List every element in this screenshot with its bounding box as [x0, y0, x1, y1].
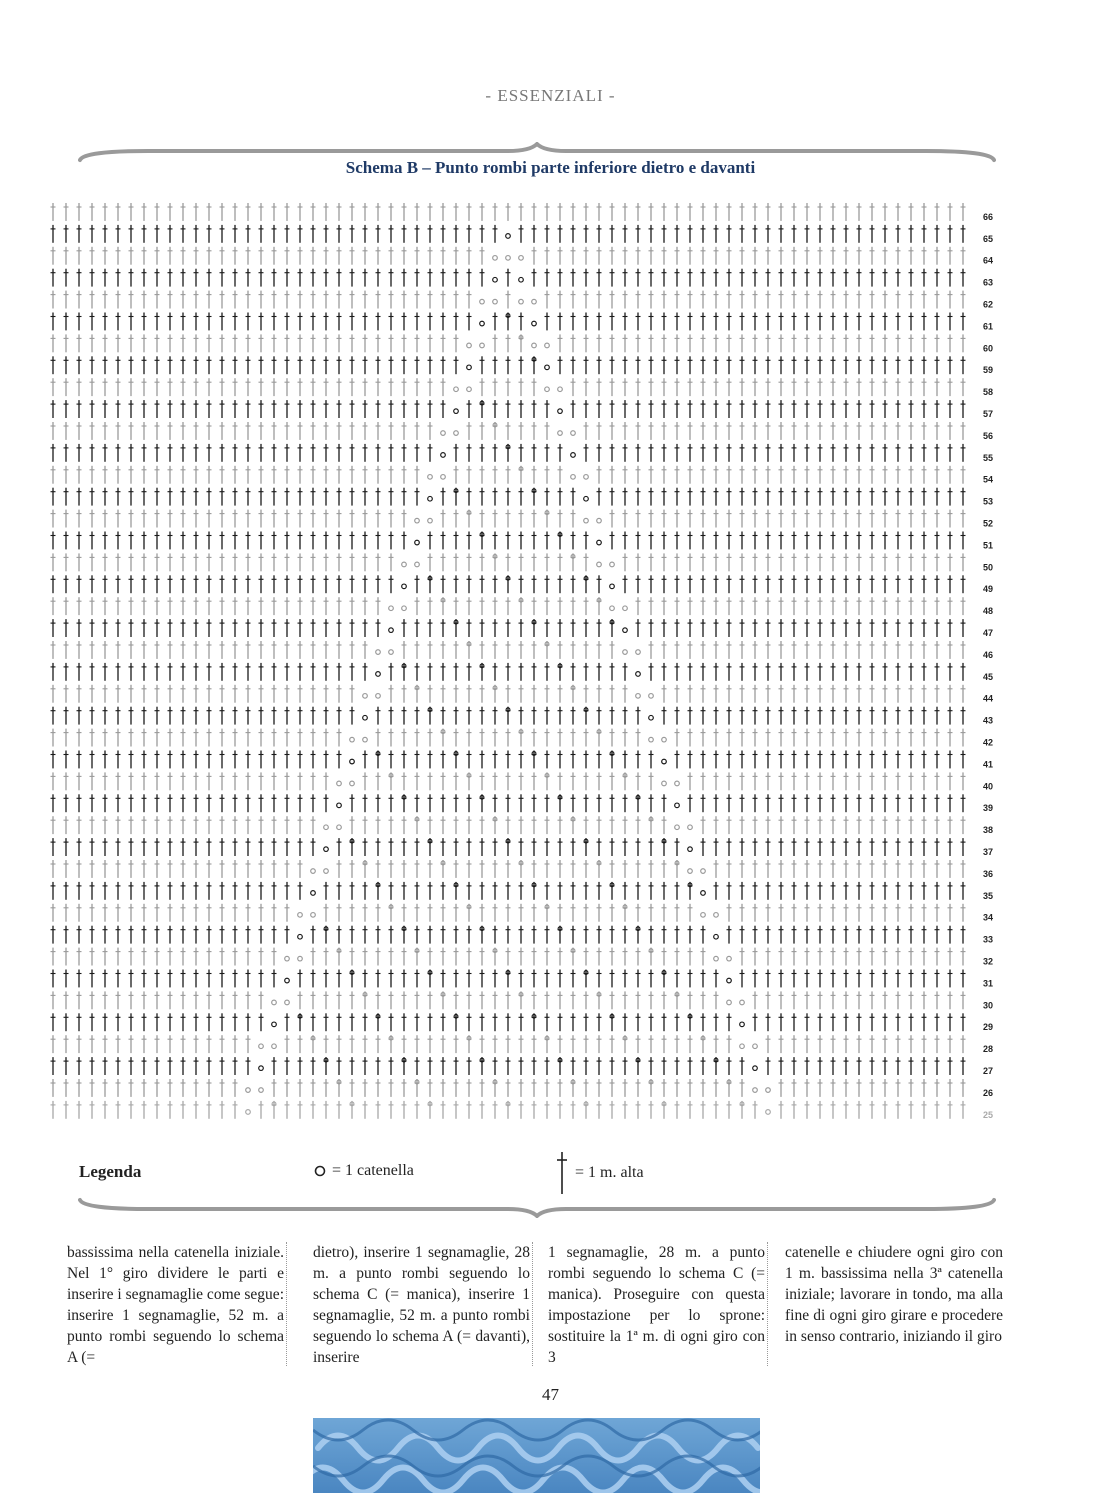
row-number: 62: [983, 299, 994, 310]
row-number: 46: [983, 649, 994, 660]
chain-stitch: [675, 803, 680, 808]
chart-row-54: [51, 466, 994, 485]
chain-stitch: [610, 584, 615, 589]
row-number: 45: [983, 671, 994, 682]
chain-stitch: [532, 343, 537, 348]
chain-stitch: [662, 759, 667, 764]
chain-stitch: [675, 781, 680, 786]
chain-stitch: [324, 825, 329, 830]
chain-stitch: [298, 913, 303, 918]
chain-stitch: [571, 431, 576, 436]
chain-stitch: [623, 606, 628, 611]
chain-stitch: [636, 694, 641, 699]
chart-row-48: [51, 597, 994, 616]
row-number: 55: [983, 452, 994, 463]
chain-stitch: [324, 847, 329, 852]
chart-row-45: [51, 663, 994, 682]
chain-stitch: [649, 737, 654, 742]
chain-stitch: [441, 453, 446, 458]
chain-stitch: [545, 343, 550, 348]
chain-stitch: [493, 256, 498, 261]
chain-stitch: [402, 562, 407, 567]
chain-stitch: [376, 672, 381, 677]
row-number: 33: [983, 934, 994, 945]
chart-row-62: [51, 291, 994, 310]
chain-stitch: [389, 650, 394, 655]
chain-stitch: [636, 672, 641, 677]
row-number: 63: [983, 277, 994, 288]
chain-stitch: [337, 803, 342, 808]
chain-stitch: [701, 913, 706, 918]
row-number: 51: [983, 540, 994, 551]
chain-stitch: [623, 628, 628, 633]
row-number: 40: [983, 781, 994, 792]
chart-row-34: [51, 904, 994, 923]
chain-stitch: [285, 956, 290, 961]
chain-stitch: [545, 365, 550, 370]
chain-stitch: [428, 518, 433, 523]
chain-stitch: [441, 431, 446, 436]
chart-row-49: [51, 575, 994, 594]
row-number: 61: [983, 321, 994, 332]
chain-stitch: [324, 869, 329, 874]
chain-stitch: [350, 759, 355, 764]
chain-stitch: [311, 913, 316, 918]
row-number: 54: [983, 474, 994, 485]
chart-row-33: [51, 926, 994, 945]
chain-stitch: [363, 715, 368, 720]
chain-stitch: [584, 518, 589, 523]
chain-stitch: [298, 956, 303, 961]
chain-stitch: [298, 934, 303, 939]
chart-row-50: [51, 553, 994, 572]
chain-stitch: [337, 781, 342, 786]
row-number: 58: [983, 387, 994, 398]
chart-row-37: [51, 838, 994, 857]
chain-stitch: [350, 737, 355, 742]
chain-stitch: [727, 956, 732, 961]
chart-row-51: [51, 532, 994, 551]
chain-stitch: [415, 562, 420, 567]
chain-stitch: [506, 256, 511, 261]
chain-stitch: [701, 869, 706, 874]
row-number: 64: [983, 255, 994, 266]
chain-stitch: [480, 299, 485, 304]
chart-row-63: [51, 269, 994, 288]
chain-stitch: [467, 365, 472, 370]
chain-stitch: [688, 869, 693, 874]
chain-stitch: [584, 475, 589, 480]
chain-stitch: [493, 277, 498, 282]
crochet-chart: [44, 196, 1084, 1126]
row-number: 43: [983, 715, 994, 726]
chart-row-42: [51, 729, 994, 748]
chain-stitch: [558, 431, 563, 436]
row-number: 56: [983, 430, 994, 441]
row-number: 44: [983, 693, 994, 704]
chain-stitch: [454, 387, 459, 392]
row-number: 60: [983, 343, 994, 354]
chain-stitch: [480, 321, 485, 326]
chain-stitch: [415, 540, 420, 545]
chart-row-32: [51, 948, 994, 967]
chain-stitch: [597, 562, 602, 567]
chain-stitch: [649, 715, 654, 720]
chart-row-41: [51, 751, 994, 770]
chain-stitch: [415, 518, 420, 523]
chain-stitch: [402, 606, 407, 611]
chart-row-58: [51, 378, 994, 397]
chart-row-53: [51, 488, 994, 507]
chain-stitch: [493, 299, 498, 304]
chart-row-57: [51, 400, 994, 419]
chain-stitch: [675, 825, 680, 830]
row-number: 65: [983, 233, 994, 244]
chain-stitch: [454, 431, 459, 436]
chain-stitch: [480, 343, 485, 348]
chain-stitch: [350, 781, 355, 786]
chain-stitch: [467, 343, 472, 348]
chart-row-38: [51, 816, 994, 835]
chain-stitch: [662, 737, 667, 742]
chain-stitch: [519, 277, 524, 282]
chart-row-60: [51, 334, 994, 353]
chain-stitch: [389, 628, 394, 633]
chain-stitch: [428, 475, 433, 480]
chain-stitch: [532, 321, 537, 326]
chain-stitch: [714, 913, 719, 918]
chain-stitch: [532, 299, 537, 304]
chart-title: Schema B – Punto rombi parte inferiore dietro e davanti: [345, 158, 756, 177]
chain-stitch: [558, 387, 563, 392]
chart-row-47: [51, 619, 994, 638]
chart-row-61: [51, 313, 994, 332]
chain-stitch: [311, 891, 316, 896]
chart-row-36: [51, 860, 994, 879]
row-number: 59: [983, 365, 994, 376]
chain-stitch: [649, 694, 654, 699]
chart-row-52: [51, 510, 994, 529]
chart-row-44: [51, 685, 994, 704]
chain-stitch: [636, 650, 641, 655]
chain-stitch: [701, 891, 706, 896]
row-number: 39: [983, 803, 994, 814]
row-number: 34: [983, 912, 994, 923]
running-header: - ESSENZIALI -: [485, 86, 616, 105]
chain-stitch: [597, 540, 602, 545]
chain-stitch: [558, 409, 563, 414]
chain-stitch: [467, 387, 472, 392]
chain-stitch: [441, 475, 446, 480]
row-number: 49: [983, 584, 994, 595]
chain-stitch: [519, 256, 524, 261]
chain-stitch: [545, 387, 550, 392]
chain-stitch: [688, 825, 693, 830]
chain-stitch: [571, 475, 576, 480]
chart-row-59: [51, 356, 994, 375]
row-number: 53: [983, 496, 994, 507]
row-number: 42: [983, 737, 994, 748]
chain-stitch: [662, 781, 667, 786]
row-number: 52: [983, 518, 994, 529]
row-number: 36: [983, 868, 994, 879]
row-number: 47: [983, 628, 994, 638]
chart-row-46: [51, 641, 994, 660]
chain-stitch: [623, 650, 628, 655]
chain-stitch: [714, 956, 719, 961]
chain-stitch: [571, 453, 576, 458]
chart-row-40: [51, 772, 994, 791]
row-number: 41: [983, 759, 994, 770]
chain-stitch: [610, 606, 615, 611]
chart-row-64: [51, 247, 994, 266]
chain-stitch: [376, 650, 381, 655]
chain-stitch: [311, 869, 316, 874]
row-number: 38: [983, 825, 994, 836]
chain-stitch: [519, 299, 524, 304]
row-number: 35: [983, 890, 994, 901]
chart-row-65: [51, 225, 994, 244]
chart-row-35: [51, 882, 994, 901]
chart-row-39: [51, 794, 994, 813]
row-number: 66: [983, 211, 994, 222]
chain-stitch: [688, 847, 693, 852]
chain-stitch: [584, 496, 589, 501]
chain-stitch: [363, 737, 368, 742]
chart-row-43: [51, 707, 994, 726]
chain-stitch: [506, 234, 511, 239]
row-number: 37: [983, 847, 994, 857]
chain-stitch: [597, 518, 602, 523]
chain-stitch: [428, 496, 433, 501]
chain-stitch: [402, 584, 407, 589]
chain-stitch: [363, 694, 368, 699]
chain-stitch: [376, 694, 381, 699]
chart-row-55: [51, 444, 994, 463]
chain-stitch: [610, 562, 615, 567]
chart-row-56: [51, 422, 994, 441]
row-number: 50: [983, 562, 994, 573]
chain-stitch: [714, 934, 719, 939]
row-number: 48: [983, 606, 994, 617]
chart-row-66: [51, 203, 994, 222]
chain-stitch: [337, 825, 342, 830]
chain-stitch: [389, 606, 394, 611]
row-number: 57: [983, 409, 994, 419]
chain-stitch: [454, 409, 459, 414]
